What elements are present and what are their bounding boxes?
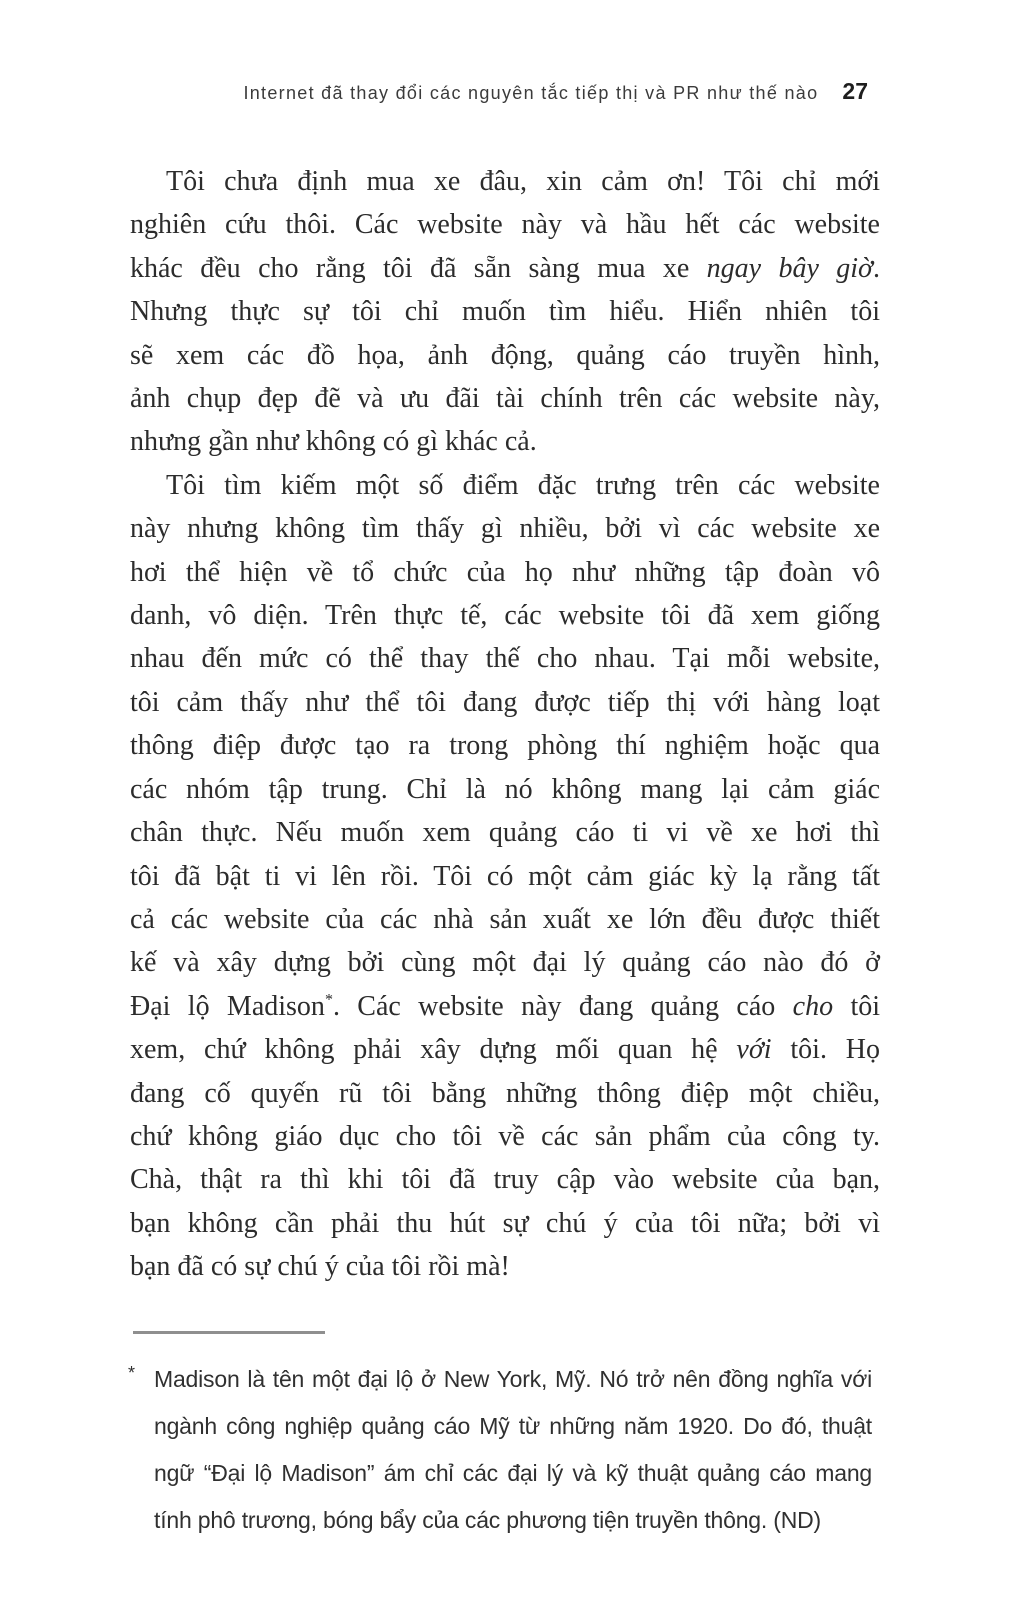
running-header [130, 78, 882, 105]
text-line: tôi cảm thấy như thể tôi đang được tiếp thị với hàng loạt [130, 686, 880, 718]
text-line: tôi đã bật ti vi lên rồi. Tôi có một cảm giác kỳ lạ rằng tất [130, 860, 880, 892]
text-line: hơi thể hiện về tổ chức của họ như những tập đoàn vô [130, 556, 880, 588]
paragraph [130, 160, 880, 464]
footnote-separator [133, 1331, 325, 1334]
text-line: danh, vô diện. Trên thực tế, các website tôi đã xem giống [130, 600, 880, 632]
text-line: cả các website của các nhà sản xuất xe lớn đều được thiết [130, 903, 880, 935]
text-line: này nhưng không tìm thấy gì nhiều, bởi vì các website xe [130, 513, 880, 545]
text-line: Chà, thật ra thì khi tôi đã truy cập vào website của bạn, [130, 1164, 880, 1196]
text-line: khác đều cho rằng tôi đã sẵn sàng mua xe ngay bây giờ. [130, 252, 880, 284]
text-line: kế và xây dựng bởi cùng một đại lý quảng cáo nào đó ở [130, 947, 880, 979]
text-line: bạn đã có sự chú ý của tôi rồi mà! [130, 1251, 510, 1283]
text-line: bạn không cần phải thu hút sự chú ý của tôi nữa; bởi vì [130, 1207, 880, 1239]
text-line: Đại lộ Madison*. Các website này đang quảng cáo cho tôi [130, 990, 881, 1022]
text-line: nhau đến mức có thể thay thế cho nhau. Tại mỗi website, [130, 643, 880, 675]
footnote-line: Madison là tên một đại lộ ở New York, Mỹ. Nó trở nên đồng nghĩa với [154, 1366, 872, 1392]
text-line: nghiên cứu thôi. Các website này và hầu hết các website [130, 209, 880, 241]
text-line: nhưng gần như không có gì khác cả. [130, 426, 537, 458]
text-line: xem, chứ không phải xây dựng mối quan hệ với tôi. Họ [130, 1034, 880, 1066]
paragraph [130, 464, 880, 1289]
text-line: ảnh chụp đẹp đẽ và ưu đãi tài chính trên các website này, [130, 383, 880, 415]
text-line: chân thực. Nếu muốn xem quảng cáo ti vi về xe hơi thì [130, 817, 880, 849]
text-line: đang cố quyến rũ tôi bằng những thông điệp một chiều, [130, 1077, 880, 1109]
footnote [130, 1356, 872, 1544]
footnote-line: tính phô trương, bóng bẩy của các phương tiện truyền thông. (ND) [154, 1507, 821, 1533]
footnote-text [130, 1356, 872, 1544]
footnote-line: ngành công nghiệp quảng cáo Mỹ từ những năm 1920. Do đó, thuật [154, 1413, 872, 1439]
footnote-line: ngữ “Đại lộ Madison” ám chỉ các đại lý và kỹ thuật quảng cáo mang [154, 1460, 872, 1486]
text-line: sẽ xem các đồ họa, ảnh động, quảng cáo truyền hình, [130, 339, 880, 371]
body-text [130, 160, 880, 1289]
text-line: chứ không giáo dục cho tôi về các sản phẩm của công ty. [130, 1120, 880, 1152]
text-line: thông điệp được tạo ra trong phòng thí nghiệm hoặc qua [130, 730, 880, 762]
footnote-marker: * [128, 1363, 135, 1383]
text-line: Tôi chưa định mua xe đâu, xin cảm ơn! Tôi chỉ mới [166, 166, 880, 197]
text-line: các nhóm tập trung. Chỉ là nó không mang lại cảm giác [130, 773, 880, 805]
text-line: Nhưng thực sự tôi chỉ muốn tìm hiểu. Hiển nhiên tôi [130, 296, 880, 328]
header-title: Internet đã thay đổi các nguyên tắc tiếp thị và PR như thế nào [243, 83, 819, 103]
text-line: Tôi tìm kiếm một số điểm đặc trưng trên các website [166, 469, 880, 501]
page-number: 27 [842, 78, 868, 104]
